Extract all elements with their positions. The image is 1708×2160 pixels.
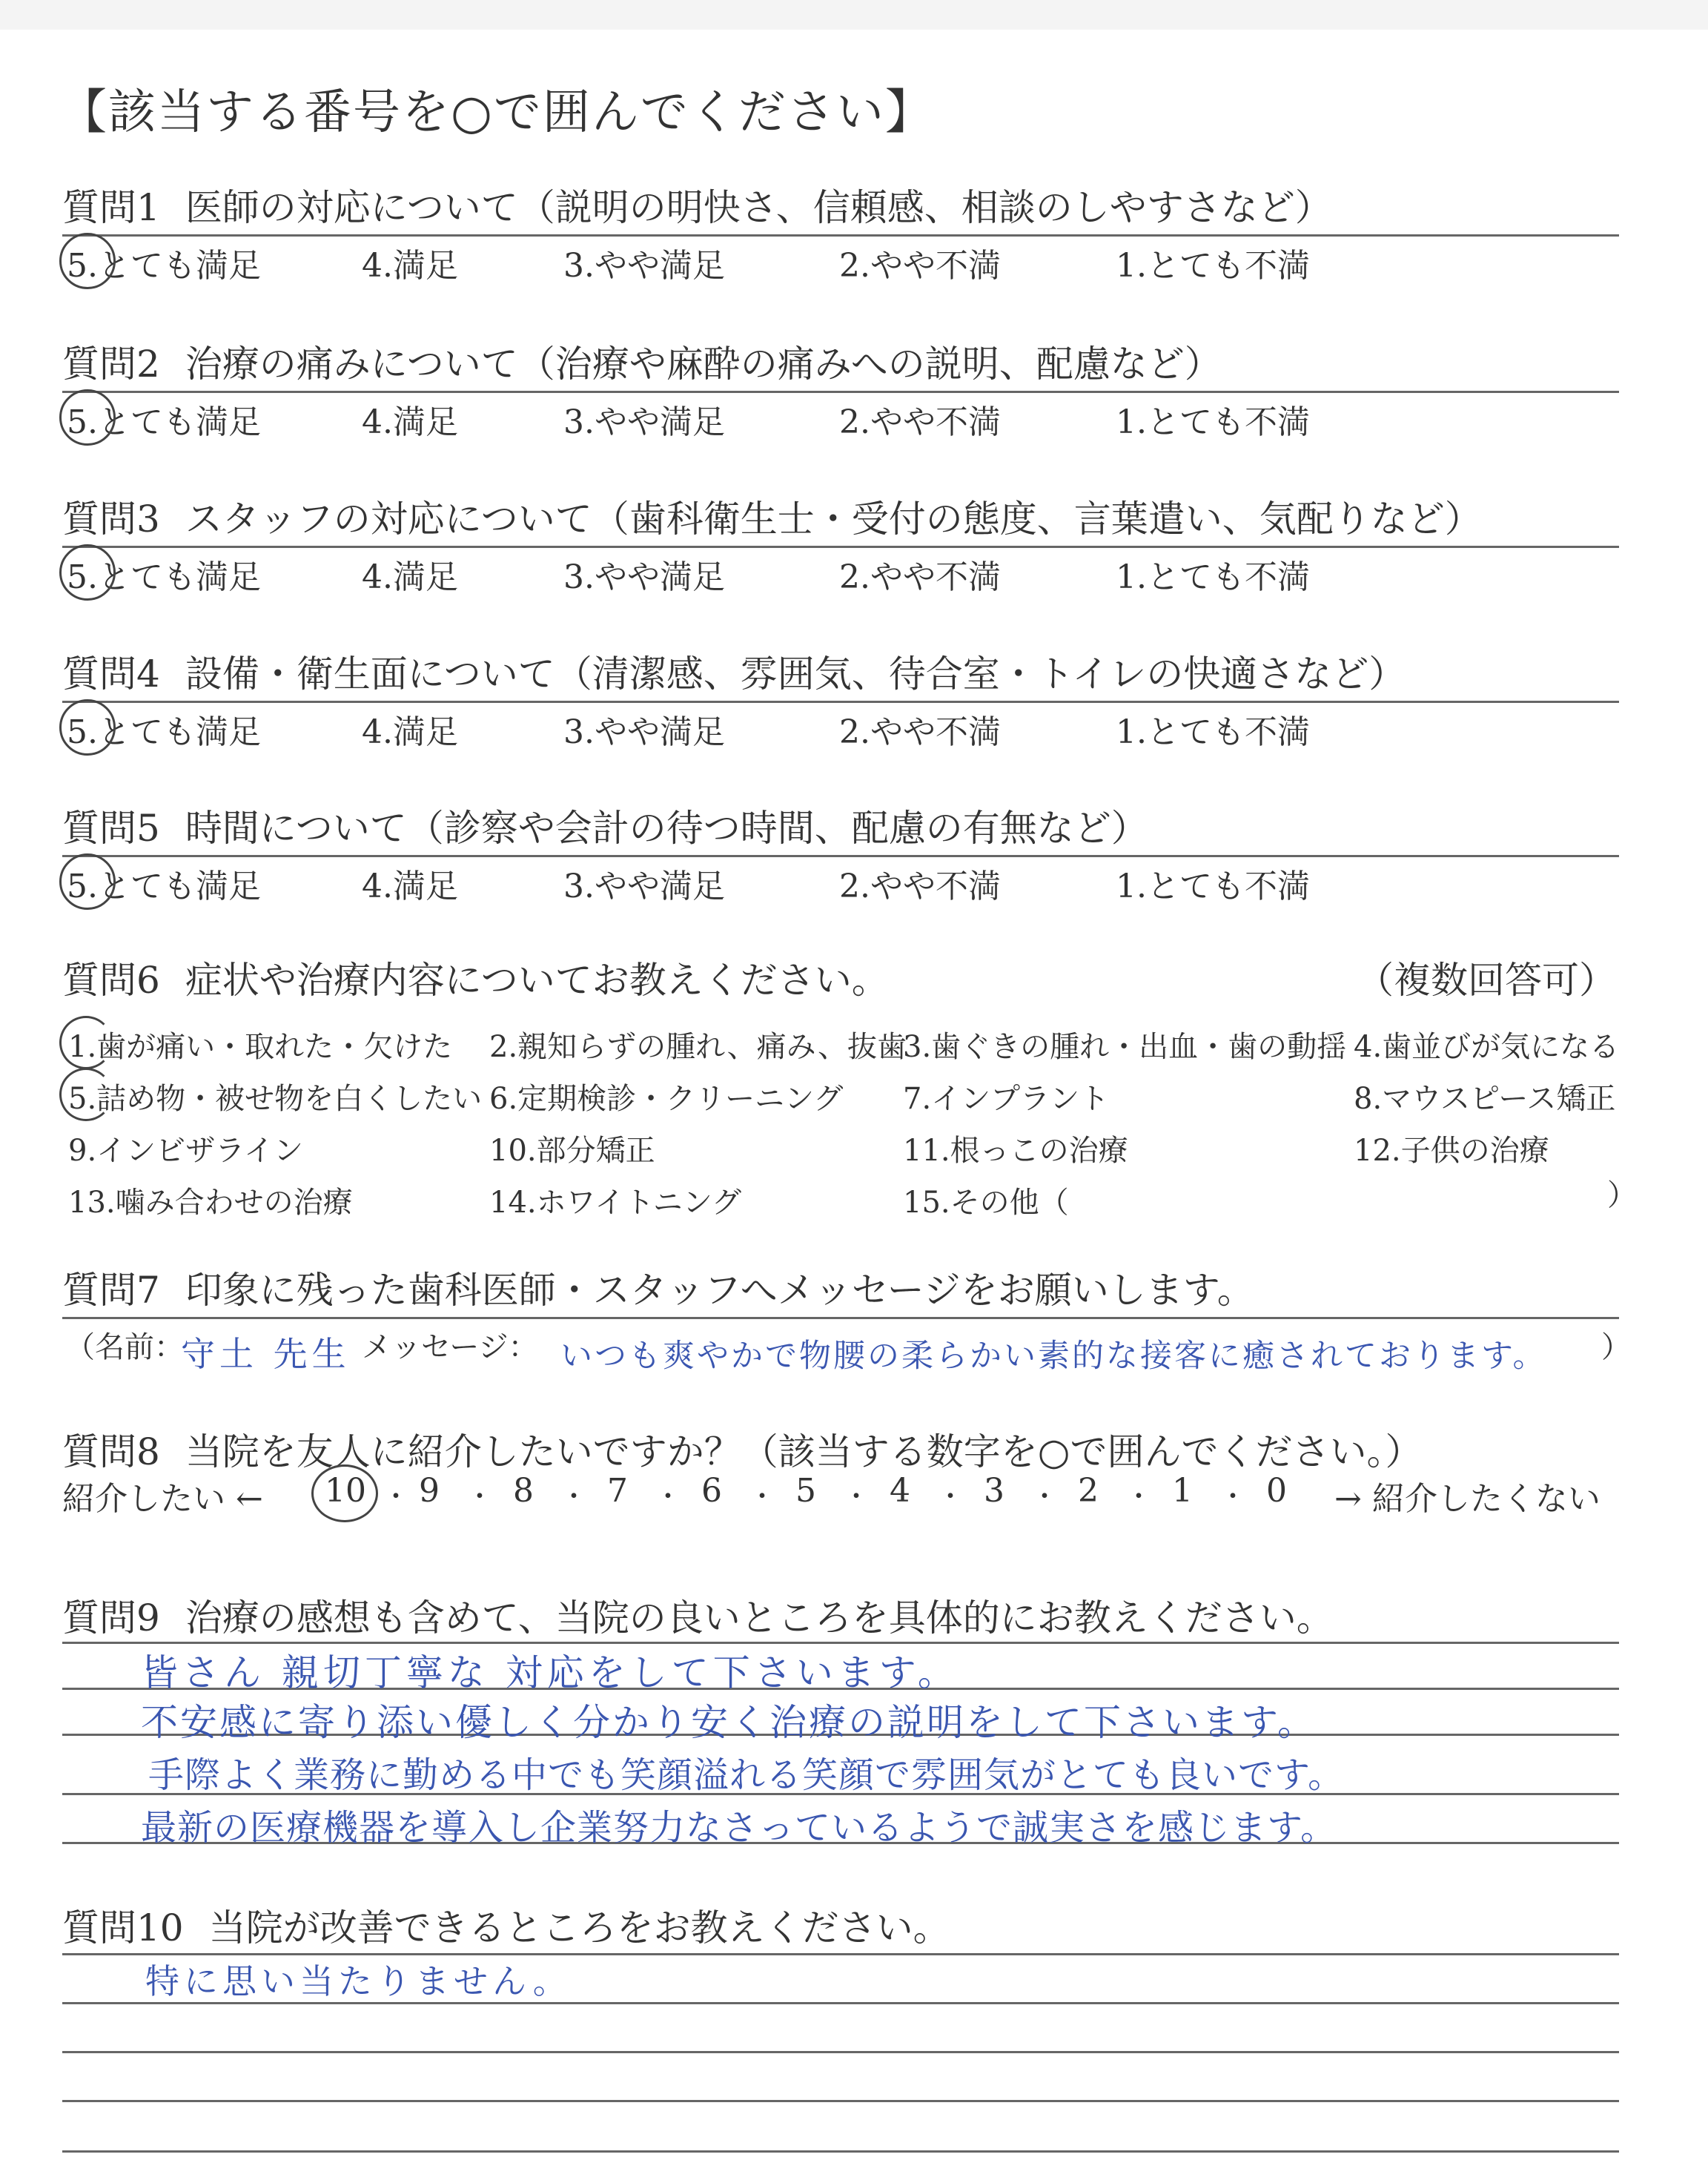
question-text: 治療の感想も含めて、当院の良いところを具体的にお教えください。: [185, 1596, 1334, 1639]
symptom-option-label: 12.子供の治療: [1354, 1134, 1549, 1168]
question-text: 治療の痛みについて（治療や麻酔の痛みへの説明、配慮など）: [185, 343, 1222, 386]
handwritten-message[interactable]: いつも爽やかで物腰の柔らかい素的な接客に癒されております。: [560, 1338, 1547, 1375]
rating-option[interactable]: [563, 239, 725, 286]
question-label: 質問10: [62, 1906, 184, 1949]
symptom-option-label: 3.歯ぐきの腫れ・出血・歯の動揺: [903, 1030, 1347, 1064]
question-6: [62, 951, 889, 1004]
question-text: 時間について（診察や会計の待つ時間、配慮の有無など）: [185, 807, 1148, 850]
scale-separator: ・: [560, 1482, 588, 1512]
scale-number-label: 8: [513, 1472, 534, 1510]
scale-number[interactable]: [984, 1472, 1004, 1510]
scale-separator: ・: [655, 1482, 682, 1512]
question-5: [62, 799, 1148, 852]
symptom-option[interactable]: [68, 1179, 353, 1221]
handwritten-answer-line[interactable]: 手際よく業務に勤める中でも笑顔溢れる笑顔で雰囲気がとても良いです。: [148, 1754, 1345, 1796]
question-label: 質問4: [62, 653, 160, 696]
scale-number[interactable]: [1078, 1472, 1099, 1510]
question-3: [62, 489, 1482, 543]
symptom-option-label: 9.インビザライン: [68, 1134, 303, 1168]
scale-number-label: 6: [701, 1472, 722, 1510]
scale-number[interactable]: [890, 1472, 910, 1510]
recommend-right-label: → 紹介したくない: [1334, 1480, 1601, 1518]
symptom-option-label: 14.ホワイトニング: [489, 1186, 742, 1220]
recommend-left-label: 紹介したい ←: [62, 1480, 263, 1518]
rating-option-label: 1.とても不満: [1116, 403, 1310, 441]
rating-option-label: 4.満足: [362, 713, 458, 751]
question-label: 質問5: [62, 807, 160, 850]
symptom-option-label: 8.マウスピース矯正: [1354, 1082, 1616, 1116]
symptom-option[interactable]: [903, 1127, 1128, 1169]
message-label: メッセージ：: [362, 1330, 538, 1364]
question-9: [62, 1588, 1334, 1642]
question-label: 質問8: [62, 1430, 160, 1473]
question-2: [62, 334, 1222, 388]
rating-option[interactable]: [563, 395, 725, 443]
rating-option-label: 1.とても不満: [1116, 713, 1310, 751]
rating-option[interactable]: [1116, 239, 1310, 286]
question-text: 印象に残った歯科医師・スタッフへメッセージをお願いします。: [185, 1269, 1254, 1312]
rating-option[interactable]: [839, 705, 1001, 753]
scale-number[interactable]: [419, 1472, 440, 1510]
rating-option-label: 2.やや不満: [839, 713, 1001, 751]
other-close-paren: ）: [1607, 1178, 1637, 1212]
symptom-option[interactable]: [1354, 1075, 1615, 1117]
message-close-paren: ）: [1601, 1330, 1631, 1364]
rating-option-label: 2.やや不満: [839, 403, 1001, 441]
handwritten-name[interactable]: 守土 先生: [181, 1334, 351, 1374]
rating-option-label: 1.とても不満: [1116, 868, 1310, 905]
rating-option[interactable]: [839, 550, 1001, 598]
rating-option-label: 2.やや不満: [839, 868, 1001, 905]
scale-separator: ・: [383, 1482, 410, 1512]
rating-option-label: 4.満足: [362, 403, 458, 441]
handwritten-answer-line[interactable]: 特に思い当たりません。: [145, 1961, 572, 2001]
scale-separator: ・: [1125, 1482, 1153, 1512]
rule-line: [62, 2051, 1619, 2053]
scale-separator: ・: [937, 1482, 964, 1512]
symptom-option-label: 6.定期検診・クリーニング: [489, 1082, 844, 1116]
symptom-option[interactable]: [489, 1075, 843, 1117]
scale-number-label: 5: [795, 1472, 816, 1510]
question-4: [62, 644, 1406, 698]
hand-drawn-circle-mark: [59, 1016, 113, 1069]
scale-separator: ・: [749, 1482, 776, 1512]
rating-option-label: 3.やや満足: [563, 403, 725, 441]
symptom-option[interactable]: [68, 1127, 303, 1169]
symptom-option-label: 4.歯並びが気になる: [1354, 1030, 1620, 1064]
handwritten-answer-line[interactable]: 不安感に寄り添い優しく分かり安く治療の説明をして下さいます。: [141, 1701, 1317, 1744]
scale-number-label: 4: [890, 1472, 910, 1510]
question-label: 質問2: [62, 343, 160, 386]
rule-line: [62, 2150, 1619, 2153]
rule-line: [62, 234, 1619, 237]
rating-option[interactable]: [362, 395, 458, 443]
rating-option[interactable]: [67, 859, 261, 907]
question-label: 質問6: [62, 959, 160, 1002]
rating-option[interactable]: [67, 550, 261, 598]
symptom-option-label: 11.根っこの治療: [903, 1134, 1128, 1168]
symptom-option-label: 15.その他（: [903, 1186, 1069, 1220]
scale-number[interactable]: [513, 1472, 534, 1510]
rating-option-label: 4.満足: [362, 868, 458, 905]
scale-number-label: 3: [984, 1472, 1004, 1510]
rating-option[interactable]: [1116, 859, 1310, 907]
scale-number[interactable]: [1172, 1472, 1193, 1510]
rating-option[interactable]: [362, 239, 458, 286]
scale-number-label: 9: [419, 1472, 440, 1510]
symptom-option[interactable]: [1354, 1127, 1549, 1169]
rule-line: [62, 1317, 1619, 1319]
rule-line: [62, 391, 1619, 393]
question-text: 当院を友人に紹介したいですか？（該当する数字を○で囲んでください。）: [185, 1430, 1423, 1473]
rating-option[interactable]: [839, 395, 1001, 443]
scale-number-label: 10: [325, 1472, 366, 1510]
rule-line: [62, 701, 1619, 703]
hand-drawn-circle-mark: [59, 544, 116, 601]
scale-number[interactable]: [701, 1472, 722, 1510]
symptom-option-label: 7.インプラント: [903, 1082, 1110, 1116]
rating-option[interactable]: [563, 550, 725, 598]
scale-separator: ・: [466, 1482, 494, 1512]
symptom-option[interactable]: [903, 1075, 1109, 1117]
question-text: 症状や治療内容についてお教えください。: [185, 959, 889, 1002]
handwritten-answer-line[interactable]: 皆さん 親切丁寧な 対応をして下さいます。: [141, 1651, 959, 1694]
hand-drawn-circle-mark: [59, 853, 116, 910]
rating-option[interactable]: [362, 550, 458, 598]
rating-option-label: 3.やや満足: [563, 713, 725, 751]
rating-option-label: 5.とても満足: [67, 550, 261, 598]
scale-number-label: 0: [1266, 1472, 1287, 1510]
question-1: [62, 178, 1332, 231]
question-label: 質問1: [62, 186, 160, 229]
rating-option[interactable]: [67, 705, 261, 753]
page-title: 【該当する番号を○で囲んでください】: [59, 85, 934, 140]
rating-option[interactable]: [563, 859, 725, 907]
symptom-option-label: 2.親知らずの腫れ、痛み、抜歯: [489, 1030, 907, 1064]
symptom-option[interactable]: [903, 1023, 1346, 1066]
rating-option[interactable]: [1116, 395, 1310, 443]
symptom-option[interactable]: [489, 1023, 907, 1066]
scale-number[interactable]: [325, 1472, 366, 1510]
rating-option[interactable]: [839, 859, 1001, 907]
rating-option[interactable]: [67, 395, 261, 443]
scale-number[interactable]: [1266, 1472, 1287, 1510]
scale-separator: ・: [843, 1482, 870, 1512]
rating-option-label: 4.満足: [362, 247, 458, 285]
symptom-option[interactable]: [68, 1023, 452, 1066]
rating-option[interactable]: [839, 239, 1001, 286]
symptom-option-label: 1.歯が痛い・取れた・欠けた: [68, 1030, 453, 1064]
symptom-option-label: 5.詰め物・被せ物を白くしたい: [68, 1082, 483, 1116]
question-10: [62, 1898, 950, 1952]
symptom-option-label: 10.部分矯正: [489, 1134, 655, 1168]
rating-option-label: 5.とても満足: [67, 395, 261, 443]
question-text: スタッフの対応について（歯科衛生士・受付の態度、言葉遣い、気配りなど）: [185, 498, 1482, 541]
rating-option-label: 1.とても不満: [1116, 247, 1310, 285]
question-8: [62, 1422, 1422, 1476]
rating-option-label: 2.やや不満: [839, 247, 1001, 285]
handwritten-answer-line[interactable]: 最新の医療機器を導入し企業努力なさっているようで誠実さを感じます。: [141, 1807, 1337, 1849]
hand-drawn-circle-mark: [311, 1464, 378, 1522]
symptom-option[interactable]: [489, 1127, 655, 1169]
question-7: [62, 1261, 1254, 1314]
rating-option-label: 3.やや満足: [563, 558, 725, 596]
rule-line: [62, 546, 1619, 548]
rating-option-label: 3.やや満足: [563, 247, 725, 285]
rating-option-label: 4.満足: [362, 558, 458, 596]
hand-drawn-circle-mark: [59, 699, 116, 756]
rating-option-label: 5.とても満足: [67, 239, 261, 286]
rating-option-label: 3.やや満足: [563, 868, 725, 905]
scale-number[interactable]: [607, 1472, 628, 1510]
scale-separator: ・: [1031, 1482, 1059, 1512]
rating-option-label: 5.とても満足: [67, 705, 261, 753]
scale-number[interactable]: [795, 1472, 816, 1510]
scale-number-label: 7: [607, 1472, 628, 1510]
rating-option[interactable]: [1116, 705, 1310, 753]
question-text: 設備・衛生面について（清潔感、雰囲気、待合室・トイレの快適さなど）: [185, 653, 1406, 696]
scale-number-label: 1: [1172, 1472, 1193, 1510]
symptom-option[interactable]: [489, 1179, 741, 1221]
scale-separator: ・: [1219, 1482, 1247, 1512]
symptom-option-label: 13.噛み合わせの治療: [68, 1186, 353, 1220]
hand-drawn-circle-mark: [59, 389, 116, 446]
rating-option-label: 2.やや不満: [839, 558, 1001, 596]
symptom-option[interactable]: [1354, 1023, 1619, 1066]
scale-number-label: 2: [1078, 1472, 1099, 1510]
rating-option-label: 5.とても満足: [67, 859, 261, 907]
multiple-answer-note: （複数回答可）: [1357, 959, 1616, 1002]
rule-line: [62, 2100, 1619, 2102]
rating-option[interactable]: [67, 239, 261, 286]
scan-top-edge: [0, 0, 1708, 30]
rating-option-label: 1.とても不満: [1116, 558, 1310, 596]
question-label: 質問7: [62, 1269, 160, 1312]
question-label: 質問9: [62, 1596, 160, 1639]
question-text: 当院が改善できるところをお教えください。: [208, 1906, 950, 1949]
symptom-option[interactable]: [903, 1179, 1069, 1221]
name-label: （名前：: [65, 1330, 184, 1364]
rating-option[interactable]: [362, 859, 458, 907]
rating-option[interactable]: [563, 705, 725, 753]
question-label: 質問3: [62, 498, 160, 541]
symptom-option[interactable]: [68, 1075, 482, 1117]
question-text: 医師の対応について（説明の明快さ、信頼感、相談のしやすさなど）: [185, 186, 1332, 229]
rating-option[interactable]: [1116, 550, 1310, 598]
hand-drawn-circle-mark: [59, 233, 116, 289]
rating-option[interactable]: [362, 705, 458, 753]
hand-drawn-circle-mark: [59, 1068, 113, 1121]
rule-line: [62, 855, 1619, 857]
